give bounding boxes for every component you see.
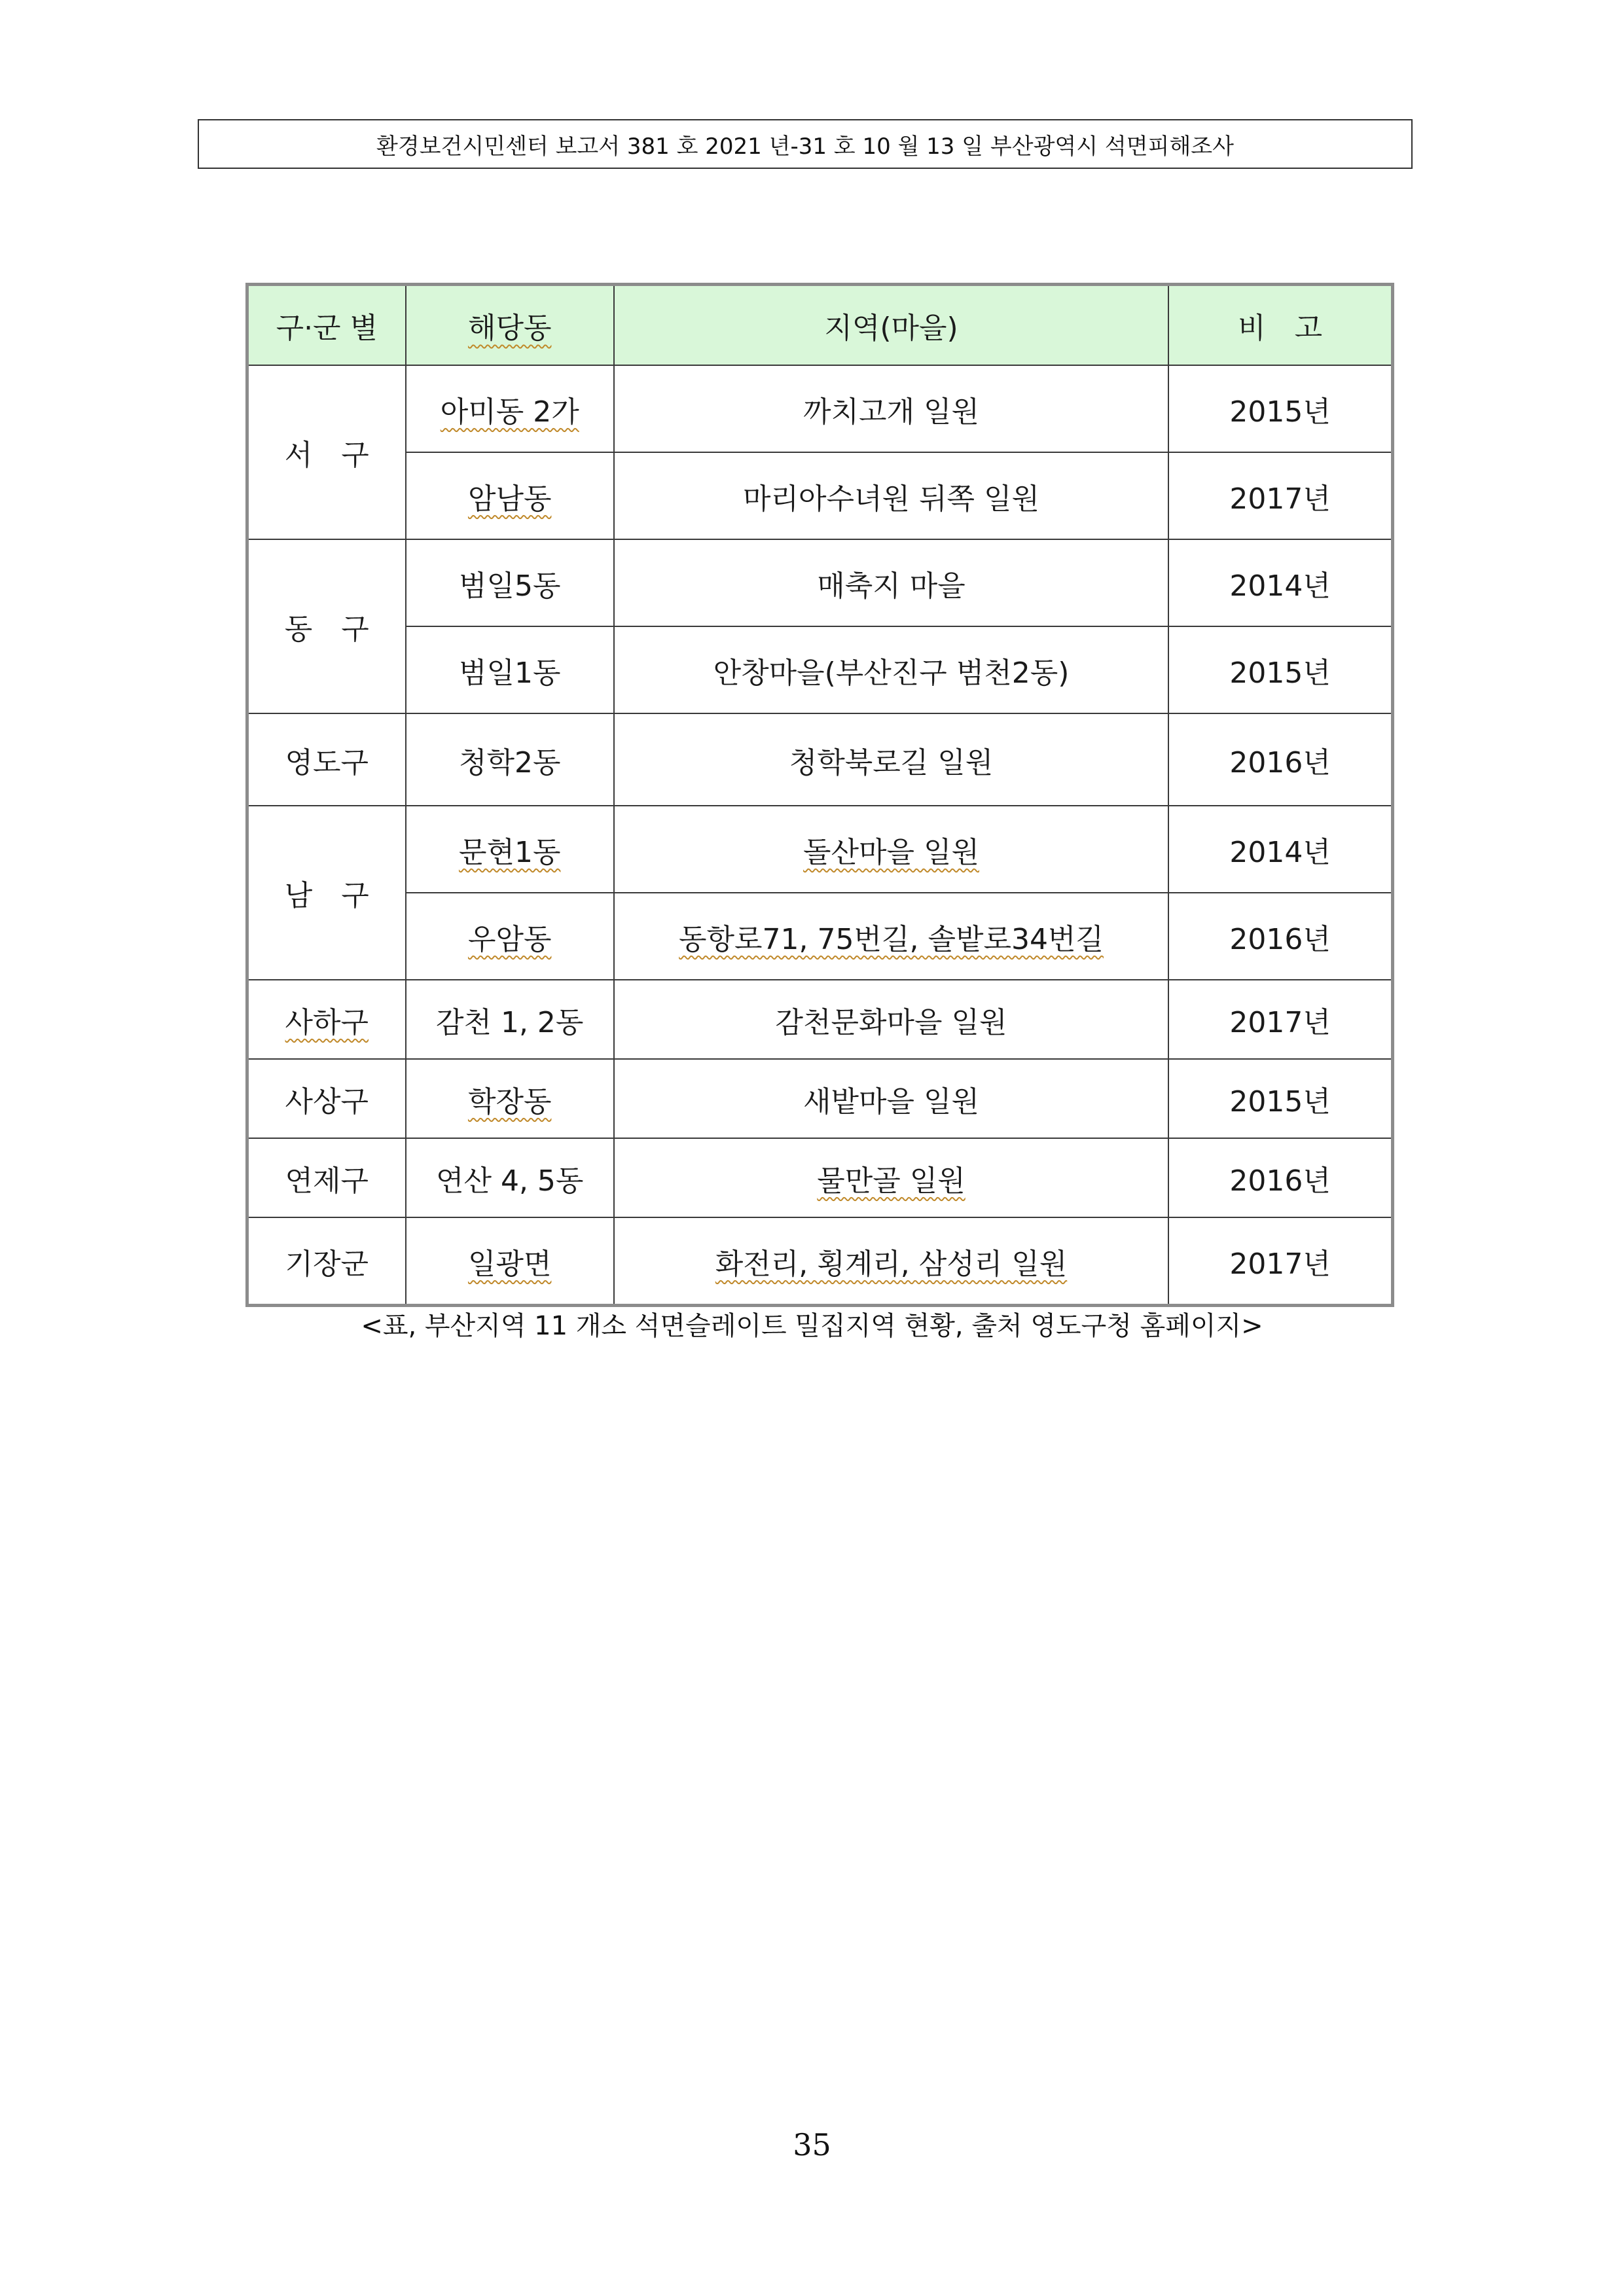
dong-cell (406, 452, 614, 539)
dong-label: 일광면 (467, 1247, 552, 1281)
area-cell: 청학북로길 일원 (614, 713, 1168, 806)
dong-label: 학장동 (467, 1085, 552, 1119)
district-cell: 기장군 (247, 1217, 406, 1306)
dong-cell (406, 365, 614, 452)
area-cell (614, 893, 1168, 980)
area-cell: 마리아수녀원 뒤쪽 일원 (614, 452, 1168, 539)
area-label: 물만골 일원 (817, 1164, 965, 1198)
dong-label: 암남동 (467, 482, 552, 516)
district-cell: 사상구 (247, 1059, 406, 1138)
report-header-text: 환경보건시민센터 보고서 381 호 2021 년-31 호 10 월 13 일 부산광역시 석면피해조사 (376, 133, 1234, 160)
note-cell: 2015년 (1168, 1059, 1392, 1138)
dong-cell (406, 1217, 614, 1306)
column-header-note: 비 고 (1168, 285, 1392, 366)
district-cell: 남 구 (247, 806, 406, 980)
area-cell: 매축지 마을 (614, 539, 1168, 626)
asbestos-area-table (245, 283, 1394, 1307)
column-header-dong-label: 해당동 (467, 312, 552, 345)
district-cell: 영도구 (247, 713, 406, 806)
note-cell: 2017년 (1168, 980, 1392, 1059)
column-header-area: 지역(마을) (614, 285, 1168, 366)
note-cell: 2016년 (1168, 713, 1392, 806)
dong-cell: 연산 4, 5동 (406, 1138, 614, 1217)
district-cell: 동 구 (247, 539, 406, 713)
dong-cell (406, 806, 614, 893)
note-cell: 2016년 (1168, 1138, 1392, 1217)
table-row (247, 980, 1393, 1059)
table-row (247, 713, 1393, 806)
district-cell: 서 구 (247, 365, 406, 539)
column-header-dong (406, 285, 614, 366)
table-row (247, 539, 1393, 626)
area-label: 화전리, 횡계리, 삼성리 일원 (715, 1247, 1068, 1281)
area-cell (614, 1138, 1168, 1217)
area-cell: 까치고개 일원 (614, 365, 1168, 452)
dong-label: 아미동 2가 (440, 395, 579, 429)
table-row (247, 1217, 1393, 1306)
note-cell: 2014년 (1168, 539, 1392, 626)
district-label: 사하구 (285, 1005, 369, 1039)
district-cell (247, 980, 406, 1059)
dong-cell (406, 893, 614, 980)
note-cell: 2017년 (1168, 452, 1392, 539)
district-cell: 연제구 (247, 1138, 406, 1217)
note-cell: 2014년 (1168, 806, 1392, 893)
page-number: 35 (793, 2127, 831, 2162)
area-cell (614, 1217, 1168, 1306)
report-header (198, 119, 1413, 169)
table-header-row (247, 285, 1393, 366)
table-row (247, 365, 1393, 452)
table-row (247, 893, 1393, 980)
note-cell: 2016년 (1168, 893, 1392, 980)
dong-label: 우암동 (467, 922, 552, 956)
area-label: 동항로71, 75번길, 솔밭로34번길 (679, 922, 1104, 956)
dong-cell: 범일1동 (406, 626, 614, 713)
note-cell: 2017년 (1168, 1217, 1392, 1306)
dong-cell: 감천 1, 2동 (406, 980, 614, 1059)
dong-cell: 청학2동 (406, 713, 614, 806)
area-cell: 새밭마을 일원 (614, 1059, 1168, 1138)
note-cell: 2015년 (1168, 626, 1392, 713)
dong-cell (406, 1059, 614, 1138)
note-cell: 2015년 (1168, 365, 1392, 452)
table-caption: <표, 부산지역 11 개소 석면슬레이트 밀집지역 현황, 출처 영도구청 홈페이지> (361, 1311, 1263, 1341)
dong-cell: 범일5동 (406, 539, 614, 626)
area-label: 돌산마을 일원 (803, 835, 980, 869)
table-row (247, 1059, 1393, 1138)
area-cell: 감천문화마을 일원 (614, 980, 1168, 1059)
table-row (247, 452, 1393, 539)
area-cell: 안창마을(부산진구 범천2동) (614, 626, 1168, 713)
table-row (247, 626, 1393, 713)
table-row (247, 1138, 1393, 1217)
area-cell (614, 806, 1168, 893)
table-row (247, 806, 1393, 893)
column-header-district: 구·군 별 (247, 285, 406, 366)
dong-label: 문현1동 (458, 835, 561, 869)
